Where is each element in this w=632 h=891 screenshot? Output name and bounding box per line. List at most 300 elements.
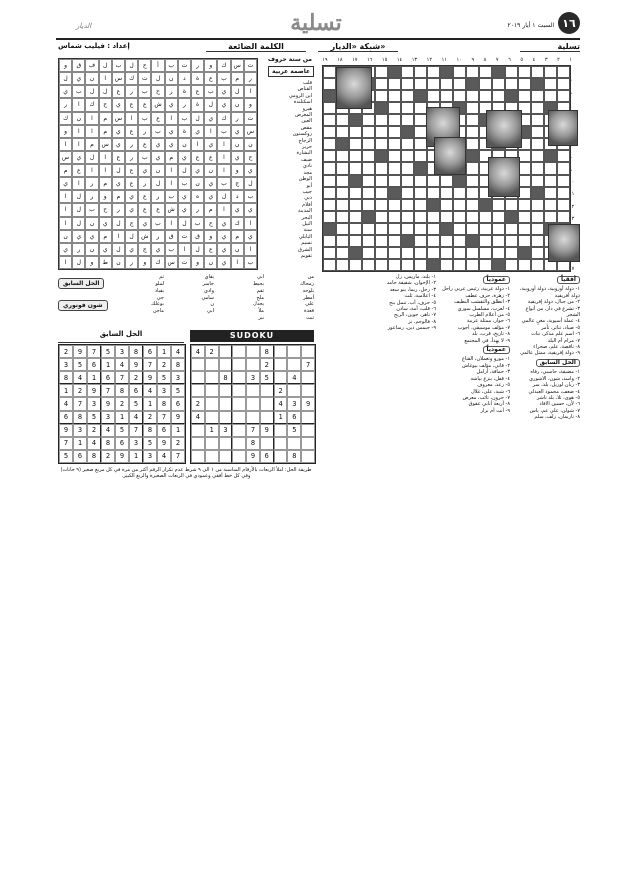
letter-cell[interactable]: ي (191, 164, 204, 177)
crossword-cell[interactable] (505, 199, 518, 211)
letter-cell[interactable]: ب (217, 177, 230, 190)
crossword-cell[interactable] (388, 150, 401, 162)
crossword-cell[interactable] (336, 162, 349, 174)
sudoku-cell[interactable] (232, 345, 246, 358)
letter-cell[interactable]: ك (85, 98, 98, 111)
letter-cell[interactable]: ي (217, 230, 230, 243)
crossword-cell[interactable] (349, 211, 362, 223)
letter-cell[interactable]: ي (151, 243, 164, 256)
crossword-cell[interactable] (544, 90, 557, 102)
letter-cell[interactable]: ع (204, 151, 217, 164)
crossword-cell[interactable] (375, 187, 388, 199)
crossword-cell[interactable] (375, 223, 388, 235)
letter-cell[interactable]: ب (138, 112, 151, 125)
crossword-cell[interactable] (349, 150, 362, 162)
letter-cell[interactable]: ي (231, 125, 244, 138)
crossword-cell[interactable] (427, 235, 440, 247)
crossword-cell[interactable] (453, 223, 466, 235)
letter-cell[interactable]: ل (151, 177, 164, 190)
sudoku-cell[interactable] (301, 450, 315, 463)
crossword-cell[interactable] (531, 247, 544, 259)
crossword-cell[interactable] (544, 199, 557, 211)
letter-cell[interactable]: ر (138, 177, 151, 190)
crossword-cell[interactable] (414, 78, 427, 90)
crossword-cell[interactable] (401, 150, 414, 162)
letter-cell[interactable]: ر (85, 190, 98, 203)
letter-cell[interactable]: و (231, 164, 244, 177)
letter-cell[interactable]: ا (85, 125, 98, 138)
letter-cell[interactable]: أ (151, 59, 164, 72)
sudoku-cell[interactable] (205, 358, 219, 371)
letter-cell[interactable]: ل (72, 256, 85, 269)
letter-cell[interactable]: ب (178, 177, 191, 190)
letter-cell[interactable]: ي (138, 164, 151, 177)
sudoku-cell[interactable] (260, 411, 274, 424)
letter-cell[interactable]: ي (112, 177, 125, 190)
letter-cell[interactable]: م (204, 203, 217, 216)
crossword-cell[interactable] (375, 175, 388, 187)
sudoku-cell[interactable]: 4 (274, 397, 288, 410)
crossword-cell[interactable] (453, 175, 466, 187)
crossword-cell[interactable] (492, 259, 505, 271)
crossword-cell[interactable] (531, 102, 544, 114)
sudoku-cell[interactable] (287, 345, 301, 358)
crossword-cell[interactable] (388, 138, 401, 150)
crossword-cell[interactable] (505, 66, 518, 78)
letter-cell[interactable]: ن (151, 164, 164, 177)
crossword-cell[interactable] (453, 235, 466, 247)
letter-cell[interactable]: ا (165, 177, 178, 190)
crossword-cell[interactable] (349, 187, 362, 199)
letter-cell[interactable]: ي (178, 151, 191, 164)
letter-cell[interactable]: ي (151, 138, 164, 151)
letter-cell[interactable]: ي (178, 190, 191, 203)
word-search-grid[interactable] (58, 58, 258, 270)
crossword-cell[interactable] (388, 66, 401, 78)
sudoku-cell[interactable]: 8 (260, 345, 274, 358)
letter-cell[interactable]: و (244, 98, 257, 111)
crossword-cell[interactable] (466, 114, 479, 126)
sudoku-cell[interactable] (274, 345, 288, 358)
crossword-cell[interactable] (544, 211, 557, 223)
letter-cell[interactable]: ا (59, 190, 72, 203)
crossword-cell[interactable] (323, 66, 336, 78)
letter-cell[interactable]: م (99, 125, 112, 138)
letter-cell[interactable]: ك (217, 112, 230, 125)
letter-cell[interactable]: ن (231, 243, 244, 256)
crossword-cell[interactable] (388, 90, 401, 102)
letter-cell[interactable]: ي (178, 203, 191, 216)
crossword-cell[interactable] (401, 102, 414, 114)
letter-cell[interactable]: ق (191, 230, 204, 243)
letter-cell[interactable]: ع (204, 72, 217, 85)
letter-cell[interactable]: ا (217, 164, 230, 177)
letter-cell[interactable]: ع (191, 151, 204, 164)
letter-cell[interactable]: ي (59, 85, 72, 98)
letter-cell[interactable]: ل (99, 59, 112, 72)
letter-cell[interactable]: ت (138, 72, 151, 85)
letter-cell[interactable]: ب (138, 151, 151, 164)
crossword-cell[interactable] (401, 90, 414, 102)
letter-cell[interactable]: ا (191, 138, 204, 151)
crossword-cell[interactable] (544, 66, 557, 78)
crossword-cell[interactable] (453, 259, 466, 271)
letter-cell[interactable]: ل (112, 217, 125, 230)
letter-cell[interactable]: ل (231, 85, 244, 98)
letter-cell[interactable]: م (112, 190, 125, 203)
crossword-cell[interactable] (362, 150, 375, 162)
crossword-cell[interactable] (466, 150, 479, 162)
letter-cell[interactable]: ي (204, 190, 217, 203)
letter-cell[interactable]: ي (217, 217, 230, 230)
crossword-cell[interactable] (362, 247, 375, 259)
crossword-cell[interactable] (323, 90, 336, 102)
crossword-cell[interactable] (375, 66, 388, 78)
crossword-cell[interactable] (466, 102, 479, 114)
letter-cell[interactable]: ش (138, 230, 151, 243)
crossword-cell[interactable] (479, 199, 492, 211)
crossword-cell[interactable] (453, 78, 466, 90)
letter-cell[interactable]: ر (231, 112, 244, 125)
crossword-cell[interactable] (401, 162, 414, 174)
crossword-cell[interactable] (323, 211, 336, 223)
crossword-cell[interactable] (531, 235, 544, 247)
crossword-cell[interactable] (362, 211, 375, 223)
crossword-cell[interactable] (466, 175, 479, 187)
crossword-cell[interactable] (401, 199, 414, 211)
letter-cell[interactable]: ب (72, 85, 85, 98)
crossword-cell[interactable] (336, 126, 349, 138)
crossword-cell[interactable] (557, 66, 570, 78)
letter-cell[interactable]: ح (204, 217, 217, 230)
crossword-cell[interactable] (557, 211, 570, 223)
letter-cell[interactable]: ر (191, 203, 204, 216)
crossword-cell[interactable] (518, 199, 531, 211)
letter-cell[interactable]: ي (217, 256, 230, 269)
crossword-cell[interactable] (401, 138, 414, 150)
letter-cell[interactable]: ل (125, 230, 138, 243)
sudoku-cell[interactable] (301, 345, 315, 358)
crossword-cell[interactable] (440, 175, 453, 187)
crossword-cell[interactable] (414, 199, 427, 211)
crossword-cell[interactable] (518, 223, 531, 235)
letter-cell[interactable]: ي (138, 217, 151, 230)
crossword-cell[interactable] (388, 78, 401, 90)
sudoku-cell[interactable] (191, 384, 205, 397)
crossword-cell[interactable] (414, 211, 427, 223)
crossword-cell[interactable] (388, 259, 401, 271)
crossword-cell[interactable] (453, 66, 466, 78)
crossword-cell[interactable] (401, 66, 414, 78)
letter-cell[interactable]: ي (112, 125, 125, 138)
sudoku-cell[interactable] (205, 437, 219, 450)
crossword-cell[interactable] (518, 66, 531, 78)
letter-cell[interactable]: ف (85, 59, 98, 72)
crossword-cell[interactable] (414, 187, 427, 199)
crossword-cell[interactable] (466, 126, 479, 138)
sudoku-cell[interactable] (219, 437, 233, 450)
letter-cell[interactable]: ا (204, 125, 217, 138)
letter-cell[interactable]: ت (178, 256, 191, 269)
crossword-cell[interactable] (557, 150, 570, 162)
letter-cell[interactable]: ح (138, 59, 151, 72)
crossword-cell[interactable] (336, 199, 349, 211)
letter-cell[interactable]: ن (204, 164, 217, 177)
letter-cell[interactable]: ي (217, 243, 230, 256)
letter-cell[interactable]: ا (217, 138, 230, 151)
crossword-cell[interactable] (323, 138, 336, 150)
letter-cell[interactable]: ي (165, 138, 178, 151)
crossword-cell[interactable] (479, 235, 492, 247)
sudoku-cell[interactable] (287, 437, 301, 450)
letter-cell[interactable]: ر (59, 98, 72, 111)
letter-cell[interactable]: ن (85, 243, 98, 256)
letter-cell[interactable]: ك (125, 72, 138, 85)
crossword-cell[interactable] (466, 199, 479, 211)
crossword-cell[interactable] (323, 126, 336, 138)
sudoku-cell[interactable] (287, 358, 301, 371)
letter-cell[interactable]: ي (244, 230, 257, 243)
letter-cell[interactable]: د (178, 72, 191, 85)
letter-cell[interactable]: ع (125, 98, 138, 111)
crossword-cell[interactable] (349, 259, 362, 271)
letter-cell[interactable]: ر (151, 190, 164, 203)
crossword-cell[interactable] (453, 199, 466, 211)
sudoku-cell[interactable] (301, 424, 315, 437)
letter-cell[interactable]: ن (85, 217, 98, 230)
crossword-cell[interactable] (466, 90, 479, 102)
crossword-cell[interactable] (414, 175, 427, 187)
letter-cell[interactable]: ي (151, 151, 164, 164)
sudoku-cell[interactable] (274, 450, 288, 463)
letter-cell[interactable]: م (231, 230, 244, 243)
sudoku-cell[interactable] (246, 397, 260, 410)
crossword-cell[interactable] (388, 187, 401, 199)
crossword-cell[interactable] (323, 78, 336, 90)
letter-cell[interactable]: ب (165, 59, 178, 72)
letter-cell[interactable]: ب (204, 85, 217, 98)
letter-cell[interactable]: ل (191, 112, 204, 125)
crossword-cell[interactable] (427, 199, 440, 211)
crossword-cell[interactable] (323, 199, 336, 211)
letter-cell[interactable]: و (59, 125, 72, 138)
letter-cell[interactable]: ل (204, 98, 217, 111)
sudoku-cell[interactable] (260, 384, 274, 397)
letter-cell[interactable]: ر (112, 203, 125, 216)
letter-cell[interactable]: ي (125, 203, 138, 216)
crossword-cell[interactable] (388, 223, 401, 235)
sudoku-cell[interactable] (301, 437, 315, 450)
letter-cell[interactable]: ي (59, 177, 72, 190)
crossword-cell[interactable] (544, 175, 557, 187)
letter-cell[interactable]: ن (244, 138, 257, 151)
letter-cell[interactable]: ع (204, 243, 217, 256)
sudoku-cell[interactable] (219, 397, 233, 410)
letter-cell[interactable]: ب (244, 256, 257, 269)
crossword-cell[interactable] (414, 259, 427, 271)
crossword-cell[interactable] (388, 211, 401, 223)
crossword-cell[interactable] (531, 162, 544, 174)
letter-cell[interactable]: ل (125, 59, 138, 72)
crossword-cell[interactable] (531, 150, 544, 162)
letter-cell[interactable]: ي (217, 85, 230, 98)
crossword-cell[interactable] (479, 78, 492, 90)
crossword-cell[interactable] (466, 247, 479, 259)
crossword-cell[interactable] (349, 126, 362, 138)
letter-cell[interactable]: و (99, 190, 112, 203)
crossword-cell[interactable] (466, 78, 479, 90)
crossword-cell[interactable] (440, 90, 453, 102)
crossword-cell[interactable] (401, 259, 414, 271)
crossword-cell[interactable] (349, 223, 362, 235)
crossword-cell[interactable] (336, 175, 349, 187)
letter-cell[interactable]: ر (125, 138, 138, 151)
letter-cell[interactable]: ي (165, 125, 178, 138)
letter-cell[interactable]: ا (72, 125, 85, 138)
crossword-cell[interactable] (544, 187, 557, 199)
letter-cell[interactable]: م (99, 112, 112, 125)
crossword-cell[interactable] (323, 114, 336, 126)
crossword-cell[interactable] (557, 90, 570, 102)
letter-cell[interactable]: ي (59, 243, 72, 256)
letter-cell[interactable]: ق (72, 59, 85, 72)
crossword-cell[interactable] (362, 138, 375, 150)
sudoku-cell[interactable]: 6 (260, 450, 274, 463)
letter-cell[interactable]: م (231, 72, 244, 85)
letter-cell[interactable]: ر (151, 230, 164, 243)
sudoku-cell[interactable]: 3 (219, 424, 233, 437)
letter-cell[interactable]: ع (138, 203, 151, 216)
crossword-cell[interactable] (349, 199, 362, 211)
crossword-cell[interactable] (479, 223, 492, 235)
sudoku-cell[interactable] (246, 411, 260, 424)
letter-cell[interactable]: و (191, 256, 204, 269)
crossword-cell[interactable] (349, 138, 362, 150)
sudoku-cell[interactable]: 2 (205, 345, 219, 358)
crossword-cell[interactable] (375, 211, 388, 223)
crossword-cell[interactable] (531, 114, 544, 126)
crossword-cell[interactable] (336, 259, 349, 271)
sudoku-cell[interactable]: 4 (191, 345, 205, 358)
letter-cell[interactable]: م (59, 164, 72, 177)
letter-cell[interactable]: ر (125, 151, 138, 164)
crossword-cell[interactable] (375, 126, 388, 138)
crossword-cell[interactable] (349, 247, 362, 259)
crossword-cell[interactable] (401, 114, 414, 126)
sudoku-cell[interactable]: 9 (301, 397, 315, 410)
letter-cell[interactable]: ر (165, 85, 178, 98)
sudoku-cell[interactable] (246, 384, 260, 397)
sudoku-cell[interactable] (232, 424, 246, 437)
letter-cell[interactable]: ن (72, 112, 85, 125)
letter-cell[interactable]: ل (72, 217, 85, 230)
sudoku-cell[interactable] (205, 411, 219, 424)
letter-cell[interactable]: ي (244, 203, 257, 216)
crossword-cell[interactable] (557, 175, 570, 187)
sudoku-cell[interactable] (191, 358, 205, 371)
crossword-cell[interactable] (388, 247, 401, 259)
crossword-cell[interactable] (557, 78, 570, 90)
letter-cell[interactable]: ط (99, 256, 112, 269)
letter-cell[interactable]: ن (59, 230, 72, 243)
crossword-cell[interactable] (466, 211, 479, 223)
letter-cell[interactable]: س (165, 256, 178, 269)
crossword-cell[interactable] (466, 235, 479, 247)
crossword-cell[interactable] (362, 175, 375, 187)
letter-cell[interactable]: ب (151, 125, 164, 138)
crossword-cell[interactable] (544, 150, 557, 162)
crossword-cell[interactable] (414, 162, 427, 174)
letter-cell[interactable]: ع (72, 164, 85, 177)
letter-cell[interactable]: ع (151, 203, 164, 216)
sudoku-cell[interactable] (219, 345, 233, 358)
crossword-cell[interactable] (375, 150, 388, 162)
crossword-cell[interactable] (440, 247, 453, 259)
letter-cell[interactable]: ع (125, 125, 138, 138)
crossword-cell[interactable] (336, 235, 349, 247)
crossword-cell[interactable] (375, 78, 388, 90)
crossword-cell[interactable] (388, 102, 401, 114)
letter-cell[interactable]: ع (151, 112, 164, 125)
letter-cell[interactable]: ا (125, 112, 138, 125)
letter-cell[interactable]: ب (165, 190, 178, 203)
letter-cell[interactable]: ل (178, 164, 191, 177)
crossword-cell[interactable] (388, 235, 401, 247)
letter-cell[interactable]: ك (151, 256, 164, 269)
sudoku-cell[interactable] (219, 411, 233, 424)
letter-cell[interactable]: ا (72, 177, 85, 190)
letter-cell[interactable]: ا (59, 217, 72, 230)
letter-cell[interactable]: ت (178, 59, 191, 72)
crossword-cell[interactable] (440, 66, 453, 78)
letter-cell[interactable]: ر (85, 177, 98, 190)
crossword-cell[interactable] (518, 211, 531, 223)
letter-cell[interactable]: ا (178, 243, 191, 256)
letter-cell[interactable]: ا (231, 256, 244, 269)
letter-cell[interactable]: ا (85, 164, 98, 177)
sudoku-cell[interactable]: 3 (287, 397, 301, 410)
crossword-cell[interactable] (505, 78, 518, 90)
letter-cell[interactable]: ا (165, 112, 178, 125)
crossword-cell[interactable] (531, 78, 544, 90)
letter-cell[interactable]: ة (191, 98, 204, 111)
crossword-cell[interactable] (531, 211, 544, 223)
letter-cell[interactable]: س (231, 59, 244, 72)
letter-cell[interactable]: ع (125, 164, 138, 177)
crossword-cell[interactable] (544, 162, 557, 174)
letter-cell[interactable]: و (85, 256, 98, 269)
crossword-cell[interactable] (362, 126, 375, 138)
letter-cell[interactable]: ا (244, 85, 257, 98)
crossword-cell[interactable] (531, 187, 544, 199)
letter-cell[interactable]: ي (112, 138, 125, 151)
crossword-cell[interactable] (531, 223, 544, 235)
letter-cell[interactable]: ب (178, 112, 191, 125)
letter-cell[interactable]: ا (59, 256, 72, 269)
letter-cell[interactable]: ي (72, 72, 85, 85)
letter-cell[interactable]: ل (178, 217, 191, 230)
sudoku-cell[interactable]: 7 (301, 358, 315, 371)
crossword-cell[interactable] (336, 223, 349, 235)
sudoku-cell[interactable] (232, 384, 246, 397)
crossword-cell[interactable] (375, 114, 388, 126)
crossword-cell[interactable] (518, 78, 531, 90)
letter-cell[interactable]: ي (204, 138, 217, 151)
letter-cell[interactable]: ب (138, 85, 151, 98)
crossword-cell[interactable] (336, 247, 349, 259)
letter-cell[interactable]: ي (99, 243, 112, 256)
letter-cell[interactable]: و (204, 230, 217, 243)
